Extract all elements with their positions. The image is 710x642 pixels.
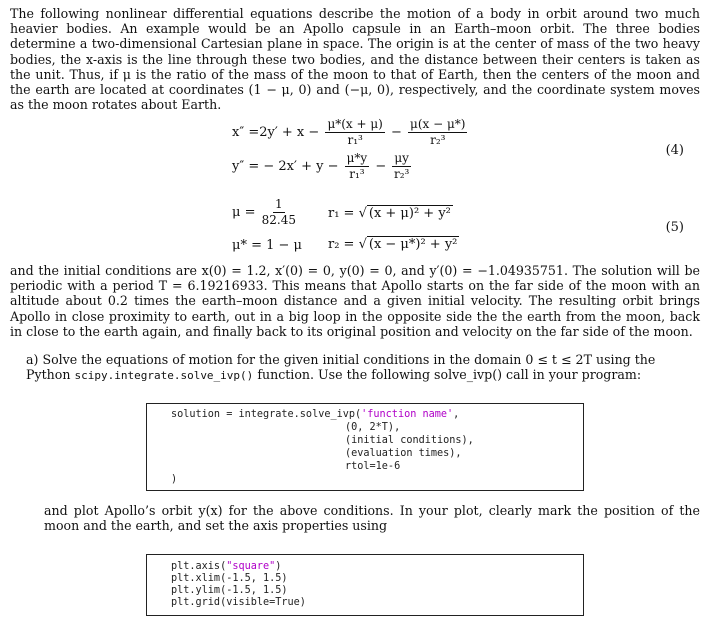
eq4-line1-frac1-den: r₁³ <box>347 133 363 147</box>
code1-line1-string: 'function name' <box>361 409 454 420</box>
part-a-plot-text: and plot Apollo’s orbit y(x) for the above conditions. In your plot, clearly mark the position of the moon and the earth, and set the axis properties using <box>44 503 700 534</box>
code2-line3: plt.ylim(-1.5, 1.5) <box>171 585 288 596</box>
eq4-line1-minus: − <box>391 125 402 140</box>
eq4-line2-frac1 <box>345 152 370 181</box>
equation-5-r2 <box>328 236 459 252</box>
eq5-r1-lhs: r₁ = √ <box>328 206 367 221</box>
code1-line3: (initial conditions), <box>345 435 474 446</box>
eq5-r2-lhs: r₂ = √ <box>328 237 367 252</box>
eq4-line1-frac2 <box>408 118 467 147</box>
eq4-line1-frac1 <box>325 118 384 147</box>
intro-paragraph: The following nonlinear differential equations describe the motion of a body in orbit around two much heavier bodies. An example would be an Apollo capsule in an Earth–moon orbit. The three bodies determine a two-dimensional Cartesian plane in space. The origin is at the center of mass of the two heavy bodies, the x-axis is the line through these two bodies, and the distance between their centers is taken as the unit. Thus, if μ is the ratio of the mass of the moon to that of Earth, then the centers of the moon and the earth are located at coordinates (1 − μ, 0) and (−μ, 0), respectively, and the coordinate system moves as the moon rotates about Earth. <box>10 6 700 113</box>
eq5-mu-num: 1 <box>274 197 283 211</box>
eq4-line2-frac1-den: r₁³ <box>349 167 365 181</box>
code-block-1-text <box>171 409 459 422</box>
part-a-text-before: Solve the equations of motion for the given initial conditions in the domain 0 ≤ t ≤ 2T using the Python <box>26 352 656 383</box>
code1-line5: rtol=1e-6 <box>345 461 401 472</box>
part-a-inline-code: scipy.integrate.solve_ivp() <box>74 369 254 383</box>
code2-line1 <box>171 561 281 574</box>
eq4-line2-frac1-num: μ*y <box>346 151 368 165</box>
eq5-mu-den: 82.45 <box>261 213 296 227</box>
code1-line1-suffix: , <box>453 409 460 420</box>
code1-line1-prefix: solution = integrate.solve_ivp( <box>171 409 362 420</box>
equation-4-number: (4) <box>665 143 684 158</box>
eq5-mu-lhs: μ = <box>232 205 256 220</box>
equation-5-mu <box>232 198 298 227</box>
eq5-r1-radicand: (x + μ)² + y² <box>368 206 451 221</box>
code-block-solve-ivp <box>146 403 584 491</box>
equation-4-line-1 <box>232 118 469 147</box>
eq4-line2-minus: − <box>375 159 387 174</box>
equation-5-number: (5) <box>665 220 684 235</box>
equation-5-mustar: μ* = 1 − μ <box>232 238 302 253</box>
eq5-mu-frac <box>262 198 296 227</box>
code1-line2: (0, 2*T), <box>345 422 401 433</box>
eq4-line2-frac2-den: r₂³ <box>393 167 410 181</box>
part-a-text-after: function. Use the following solve_ivp() call in your program: <box>257 367 642 383</box>
code2-line1-prefix: plt.axis( <box>171 561 227 572</box>
code1-line6: ) <box>171 474 178 485</box>
code2-line1-string: "square" <box>226 561 276 572</box>
code2-line4: plt.grid(visible=True) <box>171 597 306 608</box>
initial-conditions-paragraph: and the initial conditions are x(0) = 1.2, x′(0) = 0, y(0) = 0, and y′(0) = −1.04935751. The solution will be periodic with a period T = 6.19216933. This means that Apollo starts on the far side of the moon with an altitude about 0.2 times the earth–moon distance and a given initial velocity. The resulting orbit brings Apollo in close proximity to earth, out in a big loop in the opposite side the the earth from the moon, back in close to the earth again, and finally back to its original position and velocity on the far side of the moon. <box>10 263 700 339</box>
eq4-line1-lhs: x″ =2y′ + x − <box>232 125 320 140</box>
eq4-line1-frac1-num: μ*(x + μ) <box>327 117 383 131</box>
eq4-line1-frac2-num: μ(x − μ*) <box>410 117 466 131</box>
part-a-label: a) <box>26 352 39 367</box>
code2-line2: plt.xlim(-1.5, 1.5) <box>171 573 288 584</box>
code2-line1-suffix: ) <box>275 561 282 572</box>
eq4-line2-frac2-num: μy <box>394 151 409 165</box>
code1-line4: (evaluation times), <box>345 448 462 459</box>
code-block-plt-axis <box>146 554 584 616</box>
equation-5-r1 <box>328 205 453 221</box>
part-a-question <box>26 352 700 383</box>
eq4-line2-lhs: y″ = − 2x′ + y − <box>232 159 339 174</box>
eq4-line2-frac2 <box>392 152 411 181</box>
eq4-line1-frac2-den: r₂³ <box>430 133 446 147</box>
eq5-r2-radicand: (x − μ*)² + y² <box>368 237 458 252</box>
equation-4-line-2 <box>232 152 413 181</box>
